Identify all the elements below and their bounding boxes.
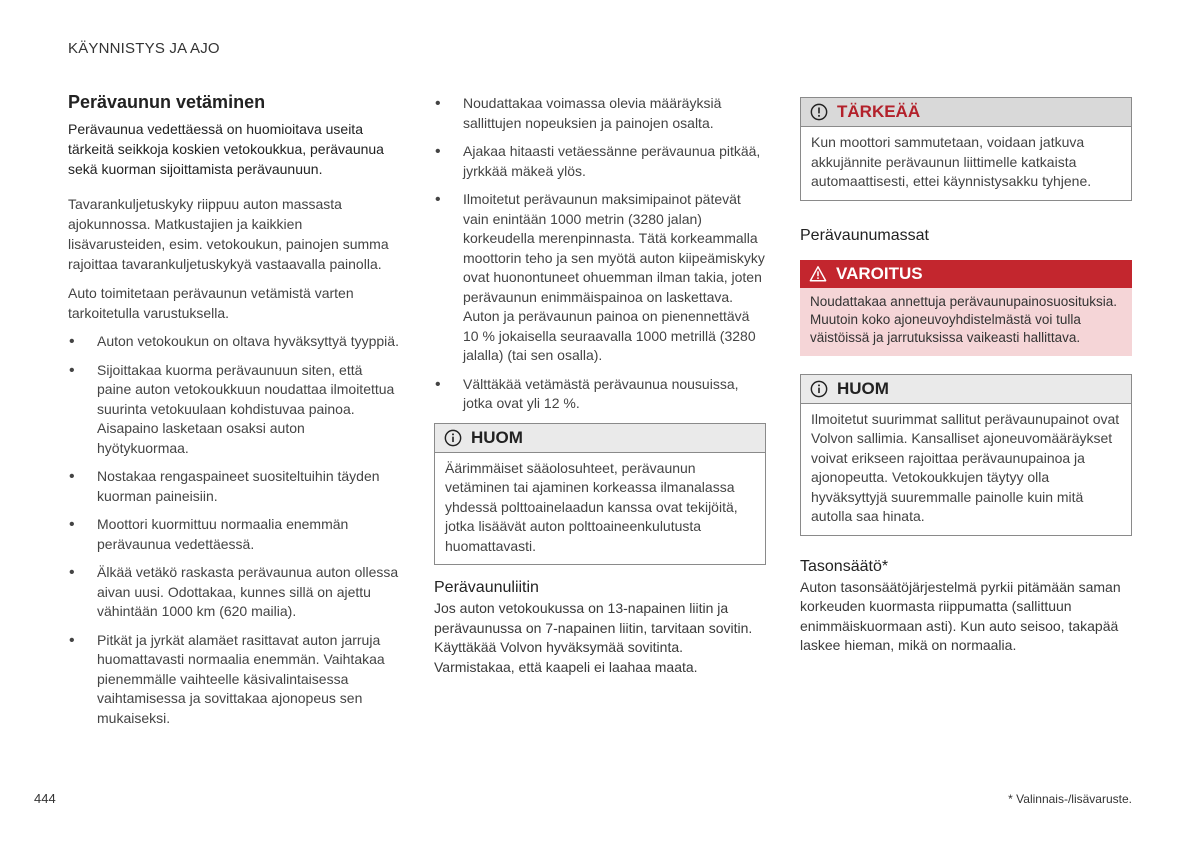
list-item: • Välttäkää vetämästä perävaunua nousuissa, jotka ovat yli 12 %. (434, 375, 766, 414)
section-lead: Perävaunua vedettäessä on huomioitava useita tärkeitä seikkoja koskien vetokoukkua, perävaunua sekä kuorman sijoittamista perävaunuun. (68, 121, 384, 177)
warning-triangle-icon (809, 265, 827, 283)
important-box-header (801, 98, 1131, 127)
note-box-title: HUOM (471, 427, 523, 447)
list-item: • Sijoittakaa kuorma perävaunuun siten, että paine auton vetokoukkuun noudattaa ilmoitettua suurinta vetokuulaan kohdistuvaa painoa. Aisapaino lasketaan osaksi auton hyötykuormaa. (68, 361, 400, 459)
list-item: • Auton vetokoukun on oltava hyväksyttyä tyyppiä. (68, 332, 400, 352)
exclamation-circle-icon (810, 103, 828, 121)
subsection-title-masses: Perävaunumassat (800, 226, 929, 244)
important-box (800, 97, 1132, 201)
bullet-list-1 (68, 332, 400, 728)
note-box-text: Ilmoitetut suurimmat sallitut perävaunupainot ovat Volvon sallimia. Kansalliset ajoneuvomääräykset voivat erikseen rajoittaa perävaunupainoa ja ajonopeutta. Vetokoukkujen täytyy olla hyväksyttyjä suuremmalle painolle kuin mitä autolla saa hinata. (811, 410, 1120, 524)
info-circle-icon (444, 429, 462, 447)
bullet-list-2 (434, 94, 766, 414)
subsection-title-connector: Perävaunuliitin (434, 579, 539, 596)
subsection-text-level: Auton tasonsäätöjärjestelmä pyrkii pitämään saman korkeuden kuormasta riippumatta (sallittuun enimmäiskuormaan asti). Kun auto seisoo, takapää laskee hieman, mikä on normaalia. (800, 578, 1121, 653)
footnote: * Valinnais-/lisävaruste. (1008, 792, 1132, 806)
column-2 (434, 94, 766, 677)
subsection-text-connector: Jos auton vetokoukussa on 13-napainen liitin ja perävaunussa on 7-napainen liitin, tarvitaan sovitin. Käyttäkää Volvon hyväksymää sovitinta. Varmistakaa, että kaapeli ei laahaa maata. (434, 600, 753, 675)
list-item: • Ajakaa hitaasti vetäessänne perävaunua pitkää, jyrkkää mäkeä ylös. (434, 142, 766, 181)
list-item: • Älkää vetäkö raskasta perävaunua auton ollessa aivan uusi. Odottakaa, kunnes sillä on ajettu vähintään 1000 km (620 mailia). (68, 563, 400, 622)
note-box-header (435, 424, 765, 453)
paragraph-equipment: Auto toimitetaan perävaunun vetämistä varten tarkoitetulla varustuksella. (68, 285, 354, 321)
note-box-fuel (434, 423, 766, 566)
note-box-weights (800, 374, 1132, 536)
list-item: • Ilmoitetut perävaunun maksimipainot pätevät vain enintään 1000 metrin (3280 jalan) korkeudella merenpinnasta. Tätä korkeammalla moottorin teho ja sen myötä auton kiipeämiskyky ovat huonontuneet ohuemman ilman takia, joten perävaunun enimmäispainoa on laskettava. Auton ja perävaunun painoa on pienennettävä 10 % jokaisella seuraavalla 1000 metrillä (3280 jalalla) (tai sen osalla). (434, 190, 766, 366)
note-box-header (801, 375, 1131, 404)
warning-box (800, 260, 1132, 356)
list-item: • Nostakaa rengaspaineet suositeltuihin täyden kuorman paineisiin. (68, 467, 400, 506)
subsection-title-level: Tasonsäätö* (800, 557, 889, 575)
list-item: • Moottori kuormittuu normaalia enemmän perävaunua vedettäessä. (68, 515, 400, 554)
warning-box-header (800, 260, 1132, 288)
page-number: 444 (34, 791, 56, 806)
list-item: • Noudattakaa voimassa olevia määräyksiä sallittujen nopeuksien ja painojen osalta. (434, 94, 766, 133)
paragraph-capacity: Tavarankuljetuskyky riippuu auton massasta ajokunnossa. Matkustajien ja kaikkien lisävarusteiden, esim. vetokoukun, painojen summa rajoittaa tavarankuljetuskykyä vastaavalla painolla. (68, 196, 389, 272)
warning-box-title: VAROITUS (836, 263, 923, 283)
column-1 (68, 92, 400, 737)
info-circle-icon (810, 380, 828, 398)
list-item: • Pitkät ja jyrkät alamäet rasittavat auton jarruja huomattavasti normaalia enemmän. Vaihtakaa pienemmälle vaihteelle käsivalintaisessa vaihtamisessa ja sovittakaa ajonopeus sen mukaiseksi. (68, 631, 400, 729)
section-title: Perävaunun vetäminen (68, 92, 266, 112)
page-header: KÄYNNISTYS JA AJO (68, 40, 220, 57)
important-box-title: TÄRKEÄÄ (837, 102, 921, 121)
note-box-text: Äärimmäiset sääolosuhteet, perävaunun vetäminen tai ajaminen korkeassa ilmanalassa yhdessä polttoainelaadun kanssa ovat tekijöitä, jotka lisäävät auton polttoaineenkulutusta huomattavasti. (445, 459, 738, 554)
important-box-text: Kun moottori sammutetaan, voidaan jatkuva akkujännite perävaunun liittimelle katkaista automaattisesti, ettei käynnistysakku tyhjene. (811, 134, 1092, 189)
warning-box-text: Noudattakaa annettuja perävaunupainosuosituksia. Muutoin koko ajoneuvoyhdistelmästä voi tulla väistöissä ja jarrutuksissa vaikeasti hallittava. (800, 288, 1132, 356)
note-box-title: HUOM (837, 378, 889, 398)
column-3 (800, 97, 1132, 656)
